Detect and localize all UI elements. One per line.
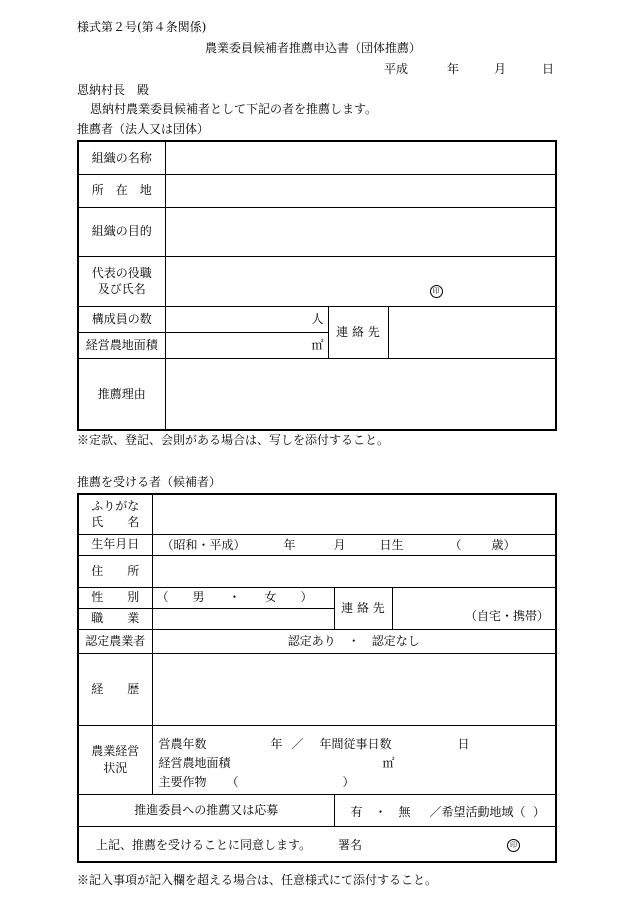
farm-status-label-line1: 農業経営 bbox=[91, 744, 140, 759]
farmland-unit: ㎡ bbox=[311, 337, 324, 352]
birth-era: （昭和・平成） bbox=[161, 537, 246, 552]
org-name-field[interactable] bbox=[165, 141, 556, 174]
org-name-label: 組織の名称 bbox=[78, 141, 165, 174]
date-month-label: 月 bbox=[494, 62, 507, 76]
farmland-area-unit: ㎡ bbox=[382, 755, 395, 770]
gender-field[interactable]: （ 男 ・ 女 ） bbox=[152, 587, 334, 608]
purpose-field[interactable] bbox=[165, 207, 556, 256]
members-label: 構成員の数 bbox=[78, 306, 165, 332]
recommender-note: ※定款、登記、会則がある場合は、写しを添付すること。 bbox=[77, 433, 390, 447]
main-crops-label: 主要作物 bbox=[158, 774, 207, 789]
promo-area-label: ／希望活動地域（ bbox=[429, 804, 526, 819]
farm-years-unit: 年 bbox=[270, 736, 283, 751]
farm-status-field[interactable] bbox=[152, 725, 556, 794]
farm-status-label bbox=[78, 725, 152, 794]
name-label: 氏 名 bbox=[91, 515, 140, 530]
occupation-label: 職 業 bbox=[78, 608, 152, 629]
furigana-label: ふりがな bbox=[91, 499, 140, 514]
date-era: 平成 bbox=[384, 62, 409, 76]
consent-row[interactable] bbox=[78, 826, 556, 862]
address-field[interactable] bbox=[152, 555, 556, 587]
contact-note: （自宅・携帯） bbox=[464, 608, 549, 623]
date-day-label: 日 bbox=[542, 62, 555, 76]
certified-field[interactable]: 認定あり ・ 認定なし bbox=[152, 629, 556, 653]
annual-days-unit: 日 bbox=[457, 736, 470, 751]
farmland-label: 経営農地面積 bbox=[78, 332, 165, 358]
candidate-table bbox=[77, 493, 557, 863]
annual-days-label: 年間従事日数 bbox=[319, 736, 392, 751]
farmland-field[interactable] bbox=[165, 332, 328, 358]
birth-label: 生年月日 bbox=[78, 534, 152, 555]
farm-years-label: 営農年数 bbox=[158, 736, 207, 751]
intro-text: 恩納村農業委員候補者として下記の者を推薦します。 bbox=[90, 102, 378, 116]
rep-label-line2: 及び氏名 bbox=[97, 282, 146, 296]
crops-open: （ bbox=[226, 774, 239, 789]
location-field[interactable] bbox=[165, 174, 556, 207]
seal-icon: 印 bbox=[507, 839, 520, 852]
promo-area-close: ） bbox=[532, 804, 545, 819]
date-year-label: 年 bbox=[447, 62, 460, 76]
age-open: （ bbox=[449, 537, 462, 552]
birth-day-label: 日生 bbox=[379, 537, 404, 552]
birth-field[interactable] bbox=[152, 534, 556, 555]
farmland-area-label: 経営農地面積 bbox=[158, 755, 231, 770]
birth-year-label: 年 bbox=[283, 537, 296, 552]
rep-field[interactable] bbox=[165, 256, 556, 306]
members-unit: 人 bbox=[311, 311, 324, 326]
location-label: 所 在 地 bbox=[78, 174, 165, 207]
candidate-contact-field[interactable] bbox=[392, 587, 556, 629]
contact-field[interactable] bbox=[388, 306, 556, 358]
address-label: 住 所 bbox=[78, 555, 152, 587]
promo-field[interactable] bbox=[334, 794, 556, 826]
name-label-cell bbox=[78, 494, 152, 534]
name-field[interactable] bbox=[152, 494, 556, 534]
career-label: 経 歴 bbox=[78, 653, 152, 725]
age-close: 歳） bbox=[491, 537, 516, 552]
reason-field[interactable] bbox=[165, 358, 556, 430]
certified-label: 認定農業者 bbox=[78, 629, 152, 653]
farm-status-label-line2: 状況 bbox=[103, 760, 128, 775]
consent-text: 上記、推薦を受けることに同意します。 bbox=[96, 837, 312, 852]
purpose-label: 組織の目的 bbox=[78, 207, 165, 256]
candidate-section-title: 推薦を受ける者（候補者） bbox=[77, 475, 222, 489]
rep-label bbox=[78, 256, 165, 306]
recommender-table bbox=[77, 140, 557, 431]
members-field[interactable] bbox=[165, 306, 328, 332]
addressee: 恩納村長 殿 bbox=[77, 83, 150, 97]
rep-label-line1: 代表の役職 bbox=[91, 265, 152, 280]
form-number: 様式第２号(第４条関係) bbox=[77, 20, 207, 34]
candidate-contact-label: 連 絡 先 bbox=[334, 587, 392, 629]
birth-month-label: 月 bbox=[333, 537, 346, 552]
recommender-section-title: 推薦者（法人又は団体） bbox=[77, 122, 210, 136]
seal-icon: 印 bbox=[430, 285, 443, 298]
signature-label: 署名 bbox=[338, 837, 363, 852]
contact-label: 連 絡 先 bbox=[328, 306, 388, 358]
promo-values: 有 ・ 無 bbox=[350, 804, 411, 819]
crops-close: ） bbox=[342, 774, 355, 789]
candidate-note: ※記入事項が記入欄を超える場合は、任意様式にて添付すること。 bbox=[77, 873, 438, 887]
form-title: 農業委員候補者推薦申込書（団体推薦） bbox=[205, 41, 422, 55]
promo-label: 推進委員への推薦又は応募 bbox=[78, 794, 334, 826]
gender-label: 性 別 bbox=[78, 587, 152, 608]
slash-separator: ／ bbox=[291, 736, 304, 751]
career-field[interactable] bbox=[152, 653, 556, 725]
occupation-field[interactable] bbox=[152, 608, 334, 629]
reason-label: 推薦理由 bbox=[78, 358, 165, 430]
